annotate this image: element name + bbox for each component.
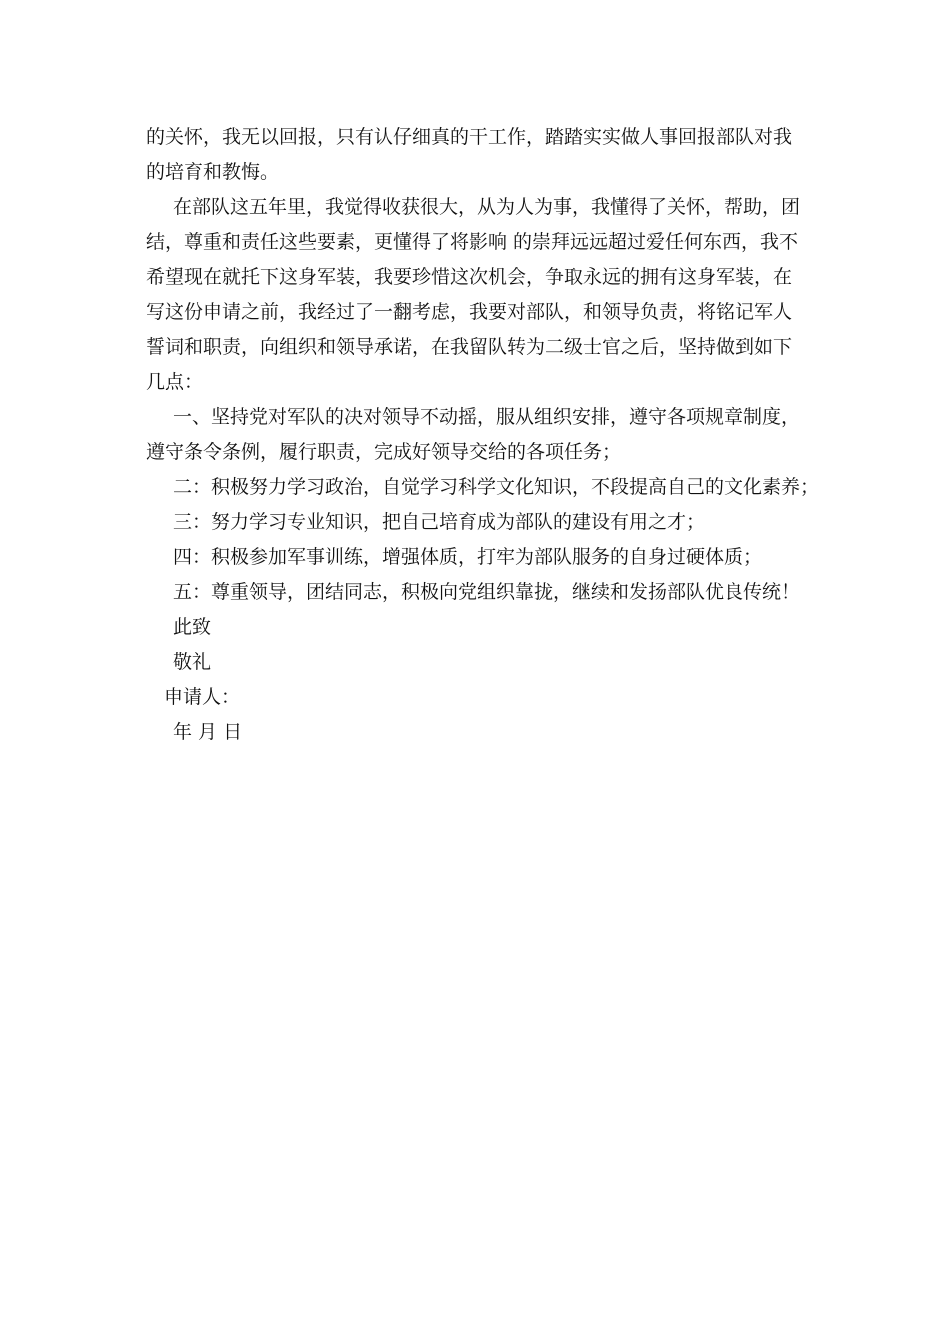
closing-regards: 敬礼 [173, 651, 212, 673]
body-line-1: 的关怀，我无以回报，只有认仔细真的干工作，踏踏实实做人事回报部队对我 [146, 126, 793, 148]
body-line-2: 的培育和教悔。 [146, 161, 280, 183]
document-body [146, 120, 818, 750]
paragraph-harvest-line-1: 在部队这五年里，我觉得收获很大，从为人为事，我懂得了关怀，帮助，团 [173, 196, 801, 218]
pledge-item-1-line-1: 一、坚持党对军队的决对领导不动摇，服从组织安排，遵守各项规章制度， [173, 406, 801, 428]
paragraph-harvest-line-4: 写这份申请之前，我经过了一翻考虑，我要对部队，和领导负责，将铭记军人 [146, 301, 793, 323]
pledge-item-3: 三：努力学习专业知识，把自己培育成为部队的建设有用之才； [173, 511, 706, 533]
closing-salutation: 此致 [173, 616, 212, 638]
date-line: 年 月 日 [173, 721, 243, 743]
pledge-item-4: 四：积极参加军事训练，增强体质，打牢为部队服务的自身过硬体质； [173, 546, 763, 568]
applicant-label: 申请人： [164, 686, 241, 708]
pledge-item-2: 二：积极努力学习政治，自觉学习科学文化知识，不段提高自己的文化素养； [173, 476, 820, 498]
paragraph-harvest-line-5: 誓词和职责，向组织和领导承诺，在我留队转为二级士官之后，坚持做到如下 [146, 336, 793, 358]
pledge-item-5: 五：尊重领导，团结同志，积极向党组织靠拢，继续和发扬部队优良传统！ [173, 581, 801, 603]
paragraph-harvest-line-6: 几点： [146, 371, 204, 393]
paragraph-harvest-line-3: 希望现在就托下这身军装，我要珍惜这次机会，争取永远的拥有这身军装，在 [146, 266, 793, 288]
pledge-item-1-line-2: 遵守条令条例，履行职责，完成好领导交给的各项任务； [146, 441, 622, 463]
paragraph-harvest-line-2: 结，尊重和责任这些要素，更懂得了将影响 的崇拜远远超过爱任何东西，我不 [146, 231, 799, 253]
